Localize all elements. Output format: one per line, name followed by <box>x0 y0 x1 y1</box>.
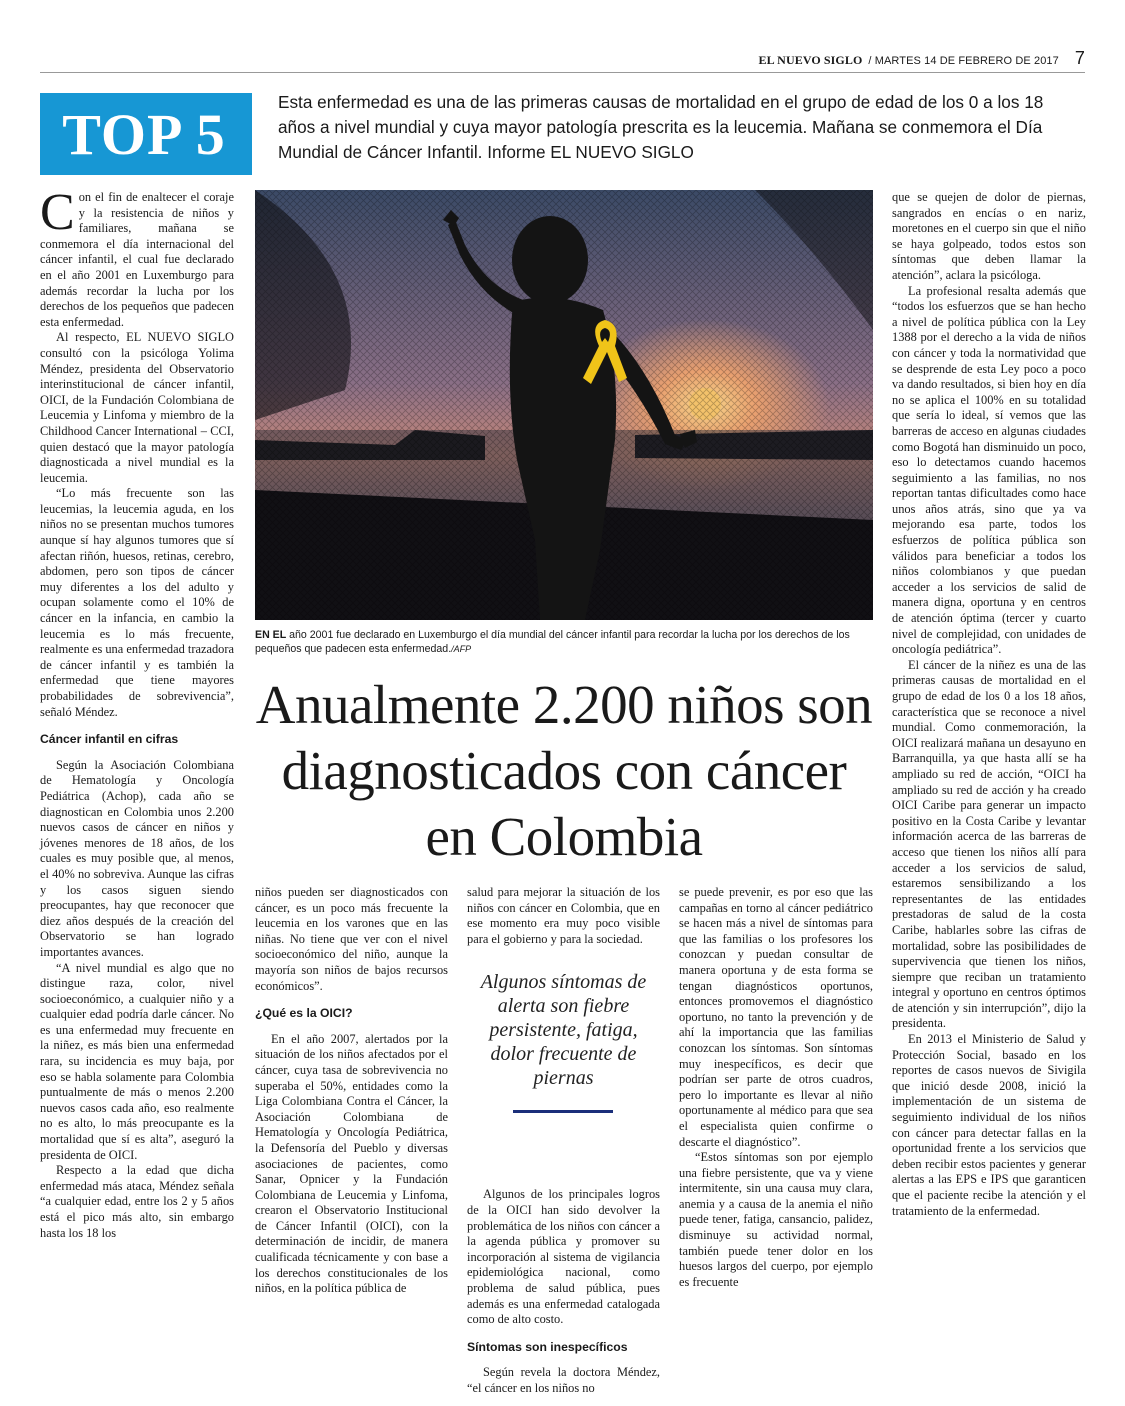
paragraph: Con el fin de enaltecer el coraje y la resistencia de niños y familiares, mañana se conmemora el día internacional del cáncer infantil, el cual fue declarado en el año 2001 en Luxemburgo para además recordar la lucha por los derechos de los pequeños que padecen esta enfermedad. <box>40 184 234 329</box>
header-divider <box>40 72 1085 73</box>
pull-quote-rule <box>513 1110 613 1113</box>
child-silhouette-photo <box>255 190 873 620</box>
photo-caption <box>255 628 873 656</box>
caption-text: año 2001 fue declarado en Luxemburgo el día mundial del cáncer infantil para recordar la lucha por los derechos de los pequeños que padecen esta enfermedad. <box>255 629 850 655</box>
paragraph: La profesional resalta además que “todos los esfuerzos que se han hecho a nivel de política pública con la Ley 1388 por el derecho a la vida de niños con cáncer y toda la normatividad que se desprende de esta Ley poco a poco va dando resultados, si bien hoy en día no se aplica el 100% en su totalidad que sería lo ideal, sí vemos que las barreras de acceso en algunas ciudades como Bogotá han disminuido un poco, eso lo detectamos cuando hacemos seguimiento a las familias, no nos reportan tantas dificultades como hace unos años atrás, sino que ya va mejorando esa parte, todos los esfuerzos de política pública son válidos para beneficiar a todos los niños colombianos y que puedan acceder a los servicios de salid de manera digna, oportuna y en centros de atención óptima (tercer y cuarto nivel de complejidad, con unidades de oncología pediátrica”. <box>892 283 1086 657</box>
paragraph: que se quejen de dolor de piernas, sangrados en encías o en nariz, moretones en el cuerpo sin que el niño se haya golpeado, todos estos son síntomas que deben llamar la atención”, aclara la psicóloga. <box>892 190 1086 282</box>
pull-quote: Algunos síntomas de alerta son fiebre persistente, fatiga, dolor frecuente de piernas <box>480 971 647 1089</box>
paragraph: “A nivel mundial es algo que no distingue raza, color, nivel socioeconómico, a cualquier niño y a cualquier edad podría darle cáncer. No es una enfermedad muy frecuente en la niñez, es más bien una enfermedad rara, su incidencia es muy baja, por eso se habla solamente para Colombia puntualmente de más o menos 2.200 nuevos casos cada año, eso realmente no es alto, lo más preocupante es la mortalidad que sí es alta”, aseguró la presidenta de OICI. <box>40 960 234 1162</box>
subhead: Síntomas son inespecíficos <box>467 1339 628 1354</box>
body-column-3 <box>467 885 660 1397</box>
issue-date: / MARTES 14 DE FEBRERO DE 2017 <box>868 55 1059 67</box>
subhead: ¿Qué es la OICI? <box>255 1006 353 1021</box>
paragraph: niños pueden ser diagnosticados con cáncer, es un poco más frecuente la leucemia en los varones que en las niñas. No tiene que ver con el nivel socioeconómico del niño, aunque la mayoría son niños de bajos recursos económicos”. <box>255 885 448 993</box>
page-number: 7 <box>1074 48 1085 68</box>
photo-credit: /AFP <box>451 644 472 654</box>
paragraph: Algunos de los principales logros de la OICI han sido devolver la problemática de los niños con cáncer a la agenda pública y promover su incorporación al sistema de vigilancia epidemiológica nacional, como problema de salud pública, pues además es una enfermedad catalogada como de alto costo. <box>467 1187 660 1327</box>
body-column-2 <box>255 885 448 1297</box>
body-column-4 <box>679 885 873 1290</box>
paragraph: En 2013 el Ministerio de Salud y Protección Social, basado en los reportes de casos nuevos de Sivigila que inició desde 2008, inició la implementación de un sistema de seguimiento individual de los niños con cáncer para detectar fallas en la oportunidad frente a los servicios que deben recibir estos pacientes y generar alertas a las EPS e IPS que garanticen que el paciente recibe la atención y el tratamiento de la enfermedad. <box>892 1032 1086 1218</box>
paragraph: “Estos síntomas son por ejemplo una fiebre persistente, que va y viene intermitente, sin una causa muy clara, anemia y a causa de la anemia el niño puede tener, fatiga, cansancio, palidez, disminuye su actividad normal, también puede tener dolor en los huesos largos del cuerpo, por ejemplo es frecuente <box>679 1150 873 1289</box>
paragraph: Según la Asociación Colombiana de Hematología y Oncología Pediátrica (Achop), cada año se diagnostican en Colombia unos 2.200 nuevos casos de cáncer en niños y jóvenes menores de 18 años, de los cuales es muy posible que, al menos, el 40% no sobreviva. Aunque las cifras y los casos siguen siendo preocupantes, hay que reconocer que diez años después de la creación del Observatorio se han logrado importantes avances. <box>40 757 234 959</box>
paragraph: En el año 2007, alertados por la situación de los niños afectados por el cáncer, cuya tasa de sobrevivencia no superaba el 50%, entidades como la Liga Colombiana Contra el Cáncer, la Asociación Colombiana de Hematología y Oncología Pediátrica, la Defensoría del Pueblo y diversas asociaciones de pacientes, como Sanar, Opnicer y la Fundación Colombiana de Leucemia y Linfoma, crearon el Observatorio Institucional de Cáncer Infantil (OICI), con la determinación de incidir, de manera cualificada técnicamente y con base a los derechos constitucionales de los niños, en la política pública de <box>255 1031 448 1296</box>
drop-cap: C <box>40 184 75 241</box>
caption-lead: EN EL <box>255 629 287 641</box>
body-column-1 <box>40 184 235 1241</box>
headline: Anualmente 2.200 niños son diagnosticados con cáncer en Colombia <box>255 674 873 867</box>
paragraph: Respecto a la edad que dicha enfermedad más ataca, Méndez señala “a cualquier edad, entre los 2 y 5 años está el pico más alto, sin embargo hasta los 18 los <box>40 1163 234 1240</box>
paragraph: Según revela la doctora Méndez, “el cáncer en los niños no <box>467 1365 660 1395</box>
section-tag-label: TOP 5 <box>62 101 226 167</box>
body-column-5 <box>892 190 1086 1219</box>
paragraph: salud para mejorar la situación de los niños con cáncer en Colombia, que en ese momento era muy poco visible para el gobierno y para la sociedad. <box>467 885 660 946</box>
subhead: Cáncer infantil en cifras <box>40 732 179 747</box>
section-tag <box>40 93 248 175</box>
article-deck: Esta enfermedad es una de las primeras causas de mortalidad en el grupo de edad de los 0 a los 18 años a nivel mundial y cuya mayor patología prescrita es la leucemia. Mañana se conmemora el Día Mundial de Cáncer Infantil. Informe EL NUEVO SIGLO <box>278 92 1044 162</box>
paragraph: “Lo más frecuente son las leucemias, la leucemia aguda, en los niños no se presentan muchos tumores aunque sí hay algunos tumores que sí afectan riñón, huesos, retinas, cerebro, abdomen, pero son tipos de cáncer muy diferentes a los del adulto y ocupan solamente como el 10% de cáncer en la infancia, en cambio la leucemia es lo más frecuente, realmente es una enfermedad trazadora de cáncer infantil y es también la enfermedad que tiene mayores probabilidades de sobrevivencia”, señaló Méndez. <box>40 486 235 719</box>
article-photo <box>255 190 873 620</box>
running-header <box>759 48 1085 69</box>
paragraph: se puede prevenir, es por eso que las campañas en torno al cáncer pediátrico se hacen más a nivel de síntomas para que las familias o los profesores los conozcan y puedan consultar de manera oportuna y de esta forma se tengan diagnósticos oportunos, entonces promovemos el diagnóstico oportuno, no tanto la prevención y de ahí la importancia que las familias conozcan los síntomas. Son síntomas muy inespecíficos, es decir que podrían ser parte de otros cuadros, pero lo importante es llevar al niño oportunamente al médico para que sea el especialista quien confirme o descarte el diagnóstico”. <box>679 885 873 1149</box>
newspaper-name: EL NUEVO SIGLO <box>758 53 863 67</box>
paragraph: El cáncer de la niñez es una de las primeras causas de mortalidad en el grupo de edad de los 0 a los 18 años, característica que se reconoce a nivel mundial. Como conmemoración, la OICI realizará mañana un desayuno en Barranquilla, ya que hasta allí se ha ampliado su red de acción, “OICI ha ampliado su red de acción y ha creado OICI Caribe para generar un impacto positivo en la Costa Caribe y levantar información acerca de las barreras de acceso que tienen los niños allí para acceder a los servicios de salud, estaremos sensibilizando a los representantes de las entidades prestadoras de salud de la costa Caribe, hablarles sobre las cifras de mortalidad, sobre las posibilidades de supervivencia que tienen los niños, siempre que reciban un tratamiento integral y oportuno en centros óptimos de atención y sin interrupción”, dijo la presidenta. <box>892 657 1086 1031</box>
paragraph: Al respecto, EL NUEVO SIGLO consultó con la psicóloga Yolima Méndez, presidenta del Observatorio interinstitucional de cáncer infantil, OICI, de la Fundación Colombiana de Leucemia y Linfoma y miembro de la Childhood Cancer International – CCI, quien destacó que la mayor patología diagnosticada a nivel mundial es la leucemia. <box>40 330 234 485</box>
section-tag-rule <box>248 93 252 175</box>
